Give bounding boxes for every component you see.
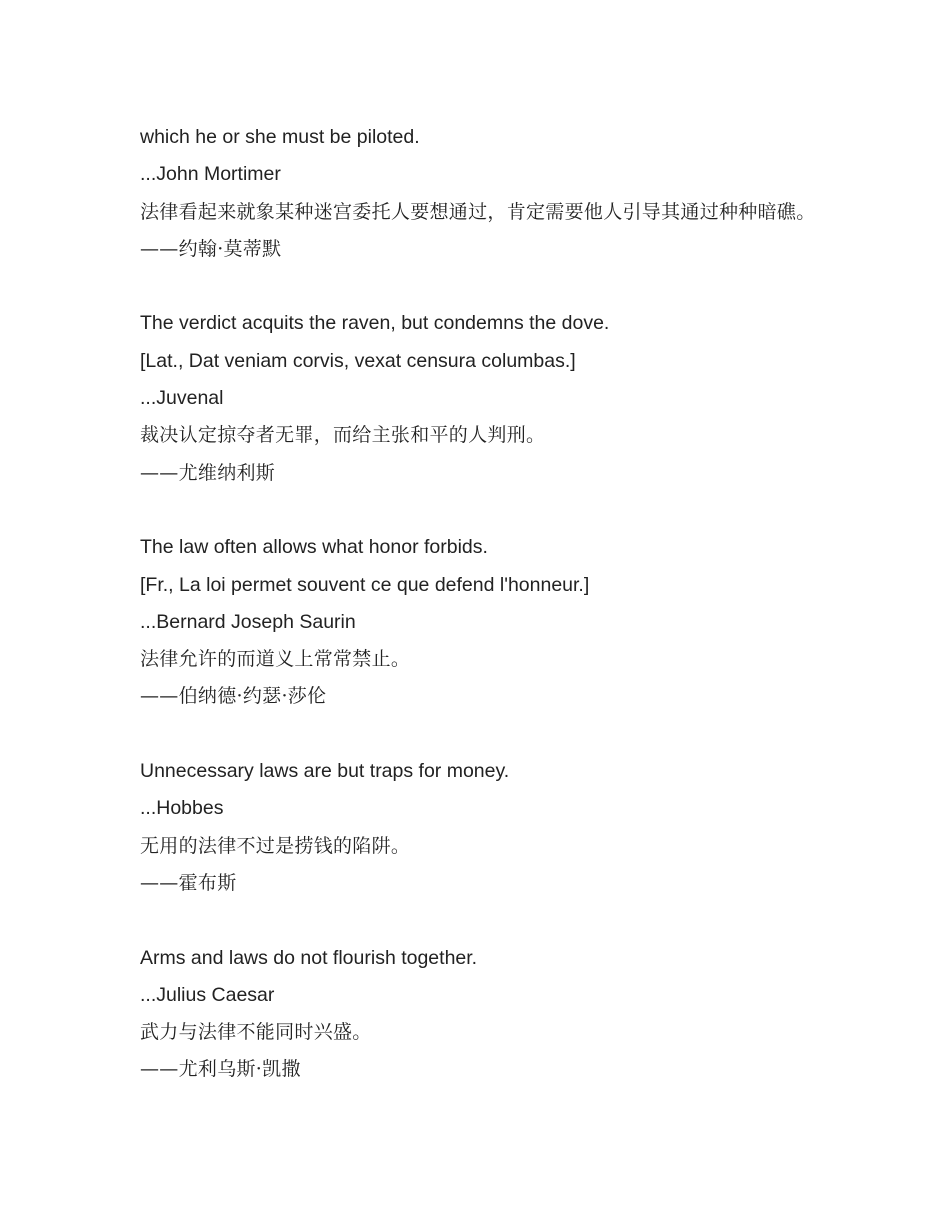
block-spacer — [140, 268, 820, 305]
quote-block — [140, 753, 820, 902]
quote-chinese: 武力与法律不能同时兴盛。 — [140, 1021, 372, 1044]
quote-chinese: 裁决认定掠夺者无罪，而给主张和平的人判刑。 — [140, 424, 546, 447]
quote-english: Unnecessary laws are but traps for money. — [140, 760, 510, 783]
quote-list — [140, 119, 820, 1089]
quote-chinese: 法律允许的而道义上常常禁止。 — [140, 648, 411, 671]
quote-chinese: 法律看起来就象某种迷宫委托人要想通过，肯定需要他人引导其通过种种暗礁。 — [140, 200, 816, 223]
quote-english: Arms and laws do not flourish together. — [140, 946, 478, 969]
quote-author-chinese: ——伯纳德·约瑟·莎伦 — [140, 685, 327, 708]
quote-author-english: ...Juvenal — [140, 387, 224, 410]
block-spacer — [140, 492, 820, 529]
block-spacer — [140, 902, 820, 939]
quote-author-chinese: ——尤维纳利斯 — [140, 461, 276, 484]
quote-english: The law often allows what honor forbids. — [140, 536, 488, 559]
quote-author-english: ...Bernard Joseph Saurin — [140, 610, 356, 633]
quote-original-french: [Fr., La loi permet souvent ce que defend l'honneur.] — [140, 573, 590, 596]
quote-original-latin: [Lat., Dat veniam corvis, vexat censura columbas.] — [140, 349, 576, 372]
quote-author-chinese: ——尤利乌斯·凯撒 — [140, 1058, 301, 1081]
quote-block — [140, 305, 820, 491]
quote-block — [140, 119, 820, 268]
quote-english: which he or she must be piloted. — [140, 126, 420, 148]
quote-block — [140, 940, 820, 1089]
quote-author-chinese: ——约翰·莫蒂默 — [140, 237, 282, 260]
quote-chinese: 无用的法律不过是捞钱的陷阱。 — [140, 834, 411, 857]
quote-author-english: ...Julius Caesar — [140, 983, 275, 1006]
quote-author-english: ...John Mortimer — [140, 163, 281, 186]
block-spacer — [140, 716, 820, 753]
quote-english: The verdict acquits the raven, but condemns the dove. — [140, 312, 610, 335]
quote-author-english: ...Hobbes — [140, 797, 224, 820]
quote-author-chinese: ——霍布斯 — [140, 871, 237, 894]
quote-block — [140, 529, 820, 715]
